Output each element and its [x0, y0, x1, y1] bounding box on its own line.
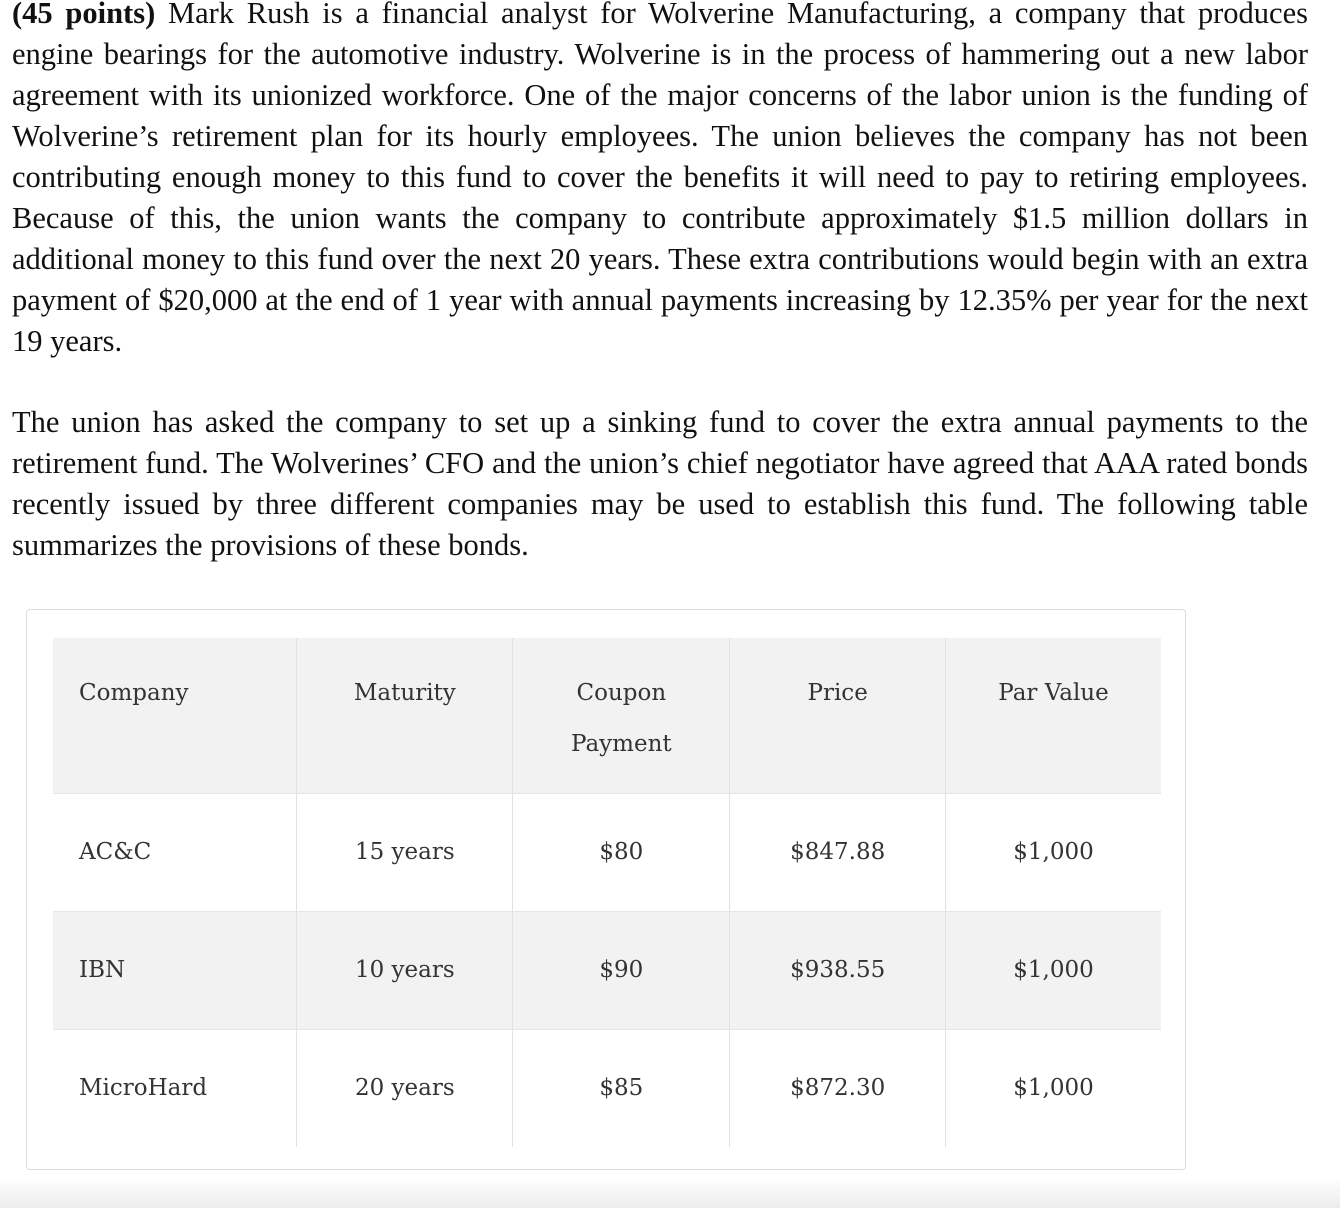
cell-maturity: 20 years	[297, 1029, 513, 1147]
problem-paragraph-1	[12, 0, 1308, 362]
bond-table-card	[26, 609, 1186, 1170]
cell-coupon: $80	[513, 793, 730, 911]
cell-par-value: $1,000	[1013, 839, 1094, 865]
table-header-row	[53, 638, 1161, 793]
header-coupon-line2: Payment	[571, 731, 672, 757]
table-row	[53, 911, 1161, 1029]
points-label: (45 points)	[12, 0, 156, 30]
header-price: Price	[730, 638, 946, 793]
bond-table	[53, 638, 1161, 1147]
header-maturity: Maturity	[297, 638, 513, 793]
problem-paragraph-2: The union has asked the company to set up a sinking fund to cover the extra annual payments to the retirement fund. The Wolverines’ CFO and the union’s chief negotiator have agreed that AAA rated bonds recently issued by three different companies may be used to establish this fund. The following table summarizes the provisions of these bonds.	[12, 405, 1308, 562]
cell-maturity: 15 years	[297, 793, 513, 911]
problem-text-1: Mark Rush is a financial analyst for Wolverine Manufacturing, a company that produces engine bearings for the automotive industry. Wolverine is in the process of hammering out a new labor agreement with its unionized workforce. One of the major concerns of the labor union is the funding of Wolverine’s retirement plan for its hourly employees. The union believes the company has not been contributing enough money to this fund to cover the benefits it will need to pay to retiring employees. Because of this, the union wants the company to contribute approximately $1.5 million dollars in additional money to this fund over the next 20 years. These extra contributions would begin with an extra payment of $20,000 at the end of 1 year with annual payments increasing by 12.35% per year for the next 19 years.	[12, 0, 1308, 358]
cell-price: $938.55	[730, 911, 946, 1029]
cell-coupon: $85	[513, 1029, 730, 1147]
cell-company: AC&C	[53, 793, 297, 911]
header-coupon-payment	[513, 638, 730, 793]
table-row	[53, 1029, 1161, 1147]
cell-maturity: 10 years	[297, 911, 513, 1029]
cell-company: MicroHard	[53, 1029, 297, 1147]
cell-price: $872.30	[730, 1029, 946, 1147]
cell-company: IBN	[53, 911, 297, 1029]
table-row	[53, 793, 1161, 911]
header-company: Company	[53, 638, 297, 793]
page-bottom-fade	[0, 1178, 1340, 1208]
cell-par-value: $1,000	[1013, 957, 1094, 983]
header-coupon-line1: Coupon	[576, 680, 667, 706]
cell-par-value: $1,000	[1013, 1075, 1094, 1102]
header-par-value: Par Value	[998, 680, 1109, 706]
cell-coupon: $90	[513, 911, 730, 1029]
cell-price: $847.88	[730, 793, 946, 911]
